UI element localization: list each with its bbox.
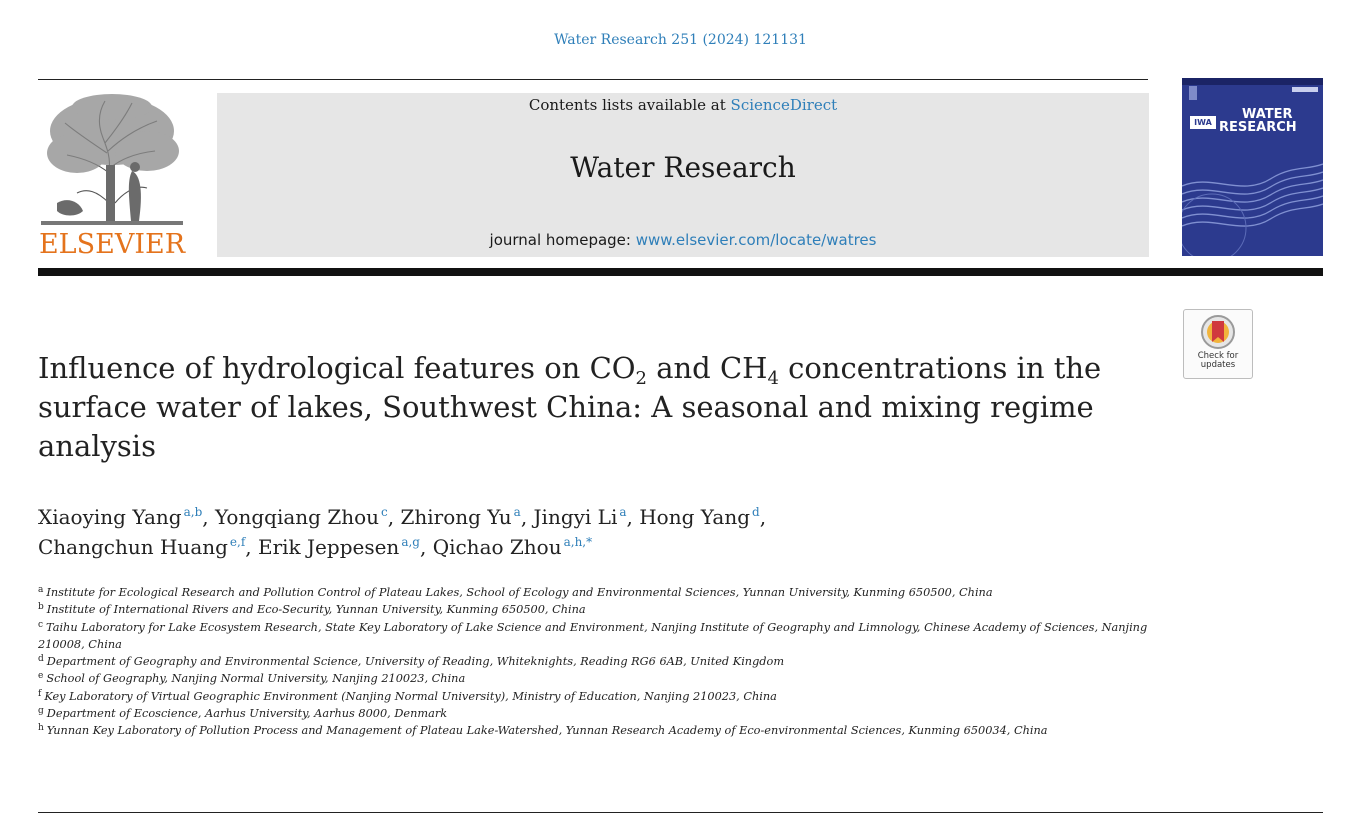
author-name: Xiaoying Yang: [38, 505, 182, 529]
affiliation-mark: e: [38, 671, 44, 682]
author[interactable]: [215, 505, 388, 529]
header-top-rule: [38, 79, 1148, 80]
author-separator: ,: [759, 505, 767, 529]
journal-homepage-link[interactable]: www.elsevier.com/locate/watres: [635, 231, 877, 249]
author-separator: ,: [626, 505, 640, 529]
affiliation-mark: g: [38, 706, 44, 717]
cover-title-line2: RESEARCH: [1219, 120, 1297, 135]
affiliation-text: Yunnan Key Laboratory of Pollution Process and Management of Plateau Lake-Watershed, Yunnan Research Academy of Eco-environmental Sciences, Kunming 650034, China: [46, 724, 1048, 738]
affiliation-mark: c: [38, 619, 44, 630]
author-name: Changchun Huang: [38, 535, 228, 559]
author-name: Zhirong Yu: [400, 505, 512, 529]
publisher-wordmark: ELSEVIER: [38, 229, 186, 257]
affiliation-text: Department of Geography and Environmental Science, University of Reading, Whiteknights, Reading RG6 6AB, United Kingdom: [46, 655, 785, 669]
check-for-updates-button[interactable]: [1183, 309, 1253, 379]
author-affil-link[interactable]: a: [513, 505, 521, 519]
cover-wave-graphic: [1182, 78, 1323, 256]
author[interactable]: [38, 535, 245, 559]
author-separator: ,: [387, 505, 401, 529]
affiliation-text: Department of Ecoscience, Aarhus University, Aarhus 8000, Denmark: [46, 707, 448, 721]
journal-citation[interactable]: Water Research 251 (2024) 121131: [554, 32, 807, 48]
title-subscript-ch4: 4: [767, 368, 779, 389]
affiliation-item: [38, 722, 1148, 739]
title-subscript-co2: 2: [635, 368, 647, 389]
affiliation-mark: a: [38, 585, 44, 595]
author-separator: ,: [419, 535, 433, 559]
author[interactable]: [433, 535, 592, 559]
affiliation-list: [38, 584, 1148, 740]
author-name: Erik Jeppesen: [258, 535, 400, 559]
author-name: Hong Yang: [639, 505, 751, 529]
cover-title-line1: WATER: [1242, 107, 1293, 122]
check-updates-line2: updates: [1200, 360, 1236, 370]
check-updates-label: [1184, 352, 1252, 370]
affiliation-item: [38, 670, 1148, 687]
author[interactable]: [258, 535, 420, 559]
sciencedirect-link[interactable]: ScienceDirect: [730, 96, 838, 114]
author-separator: ,: [202, 505, 215, 529]
affiliation-item: [38, 705, 1148, 722]
author-affil-link[interactable]: d: [752, 505, 760, 519]
author-affil-link[interactable]: a,h,*: [563, 535, 593, 549]
affiliation-mark: b: [38, 602, 44, 613]
elsevier-tree-icon: [37, 93, 187, 257]
affiliation-text: Taihu Laboratory for Lake Ecosystem Research, State Key Laboratory of Lake Science and Environment, Nanjing Institute of Geography and Limnology, Chinese Academy of Sciences, Nanjing 210008, China: [38, 620, 1148, 651]
section-divider: [38, 812, 1323, 813]
title-part2: and CH: [646, 351, 768, 385]
affiliation-item: [38, 653, 1148, 670]
author-name: Yongqiang Zhou: [214, 505, 380, 529]
affiliation-item: [38, 688, 1148, 705]
title-part1: Influence of hydrological features on CO: [38, 351, 636, 385]
affiliation-text: School of Geography, Nanjing Normal University, Nanjing 210023, China: [46, 672, 466, 686]
journal-banner: [217, 93, 1149, 257]
affiliation-item: [38, 601, 1148, 618]
affiliation-mark: f: [38, 688, 42, 699]
author[interactable]: [639, 505, 759, 529]
author-affil-link[interactable]: a,g: [401, 535, 420, 549]
affiliation-item: [38, 584, 1148, 601]
journal-cover-thumbnail[interactable]: [1182, 78, 1323, 256]
elsevier-logo[interactable]: [37, 93, 187, 257]
title-part3: concentrations in the surface water of lakes, Southwest China: A seasonal and mixing regime analysis: [38, 351, 1102, 463]
contents-prefix: Contents lists available at: [528, 96, 731, 114]
affiliation-mark: d: [38, 654, 44, 665]
author-affil-link[interactable]: c: [381, 505, 388, 519]
affiliation-mark: h: [38, 723, 44, 734]
author[interactable]: [534, 505, 627, 529]
iwa-badge: IWA: [1190, 116, 1216, 129]
homepage-prefix: journal homepage:: [489, 231, 636, 249]
affiliation-text: Institute for Ecological Research and Pollution Control of Plateau Lakes, School of Ecology and Environmental Sciences, Yunnan University, Kunming 650500, China: [46, 586, 993, 599]
author-name: Qichao Zhou: [432, 535, 562, 559]
affiliation-item: [38, 619, 1148, 654]
affiliation-text: Key Laboratory of Virtual Geographic Environment (Nanjing Normal University), Ministry of Education, Nanjing 210023, China: [44, 689, 777, 703]
check-updates-line1: Check for: [1197, 351, 1239, 361]
article-title: [38, 349, 1138, 466]
author[interactable]: [400, 505, 520, 529]
author-affil-link[interactable]: e,f: [229, 535, 246, 549]
homepage-line: [217, 231, 1149, 249]
header-bottom-rule: [38, 268, 1323, 276]
contents-line: [217, 96, 1149, 114]
author-affil-link[interactable]: a,b: [183, 505, 203, 519]
author[interactable]: [38, 505, 202, 529]
journal-name: Water Research: [570, 151, 796, 184]
affiliation-text: Institute of International Rivers and Eco-Security, Yunnan University, Kunming 650500, China: [46, 603, 586, 617]
author-separator: ,: [245, 535, 258, 559]
author-separator: ,: [520, 505, 534, 529]
author-list: [38, 502, 1138, 562]
author-name: Jingyi Li: [533, 505, 618, 529]
author-affil-link[interactable]: a: [619, 505, 627, 519]
check-updates-icon: [1184, 312, 1252, 352]
